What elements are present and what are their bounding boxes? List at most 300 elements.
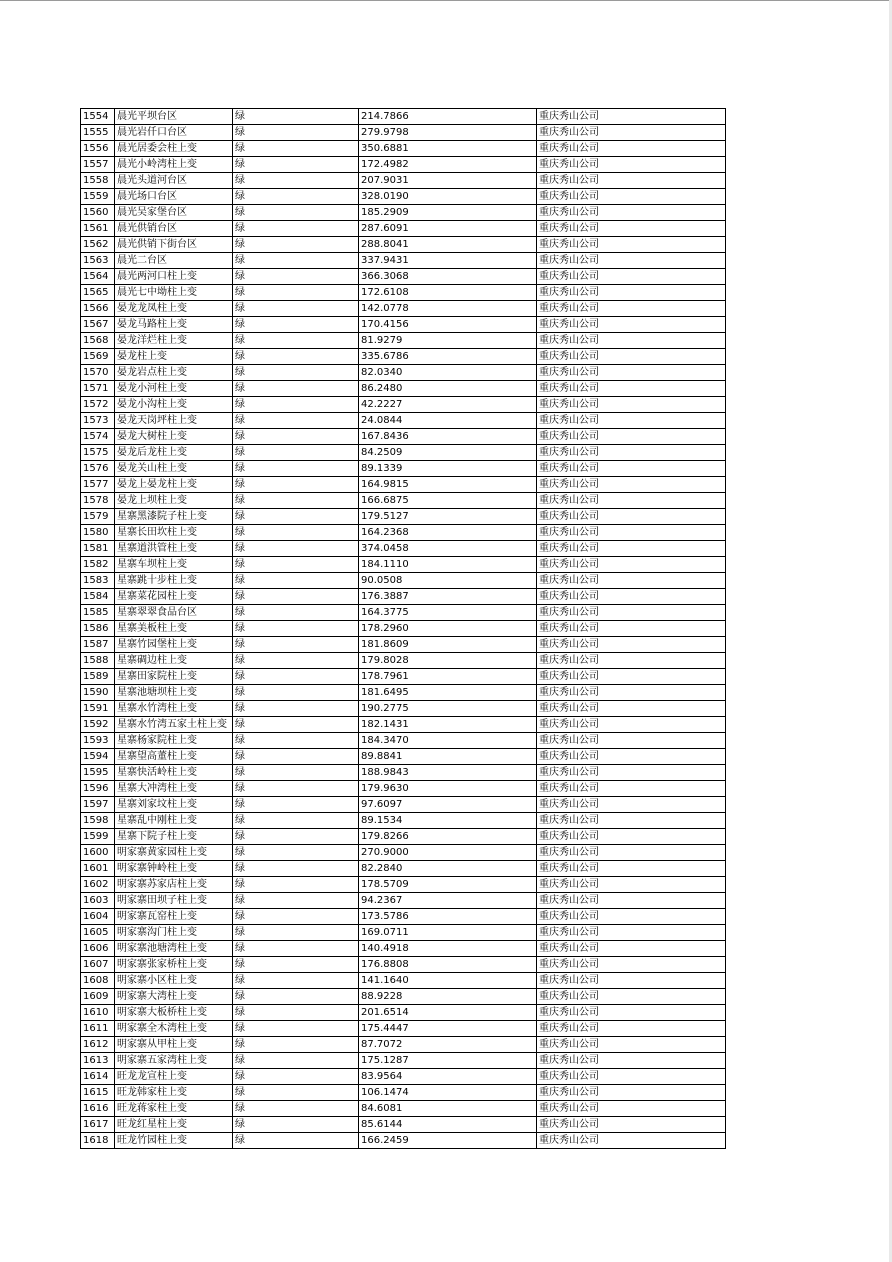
company-cell: 重庆秀山公司 — [537, 317, 726, 333]
value-cell: 106.1474 — [359, 1085, 537, 1101]
table-row — [81, 957, 726, 973]
value-cell: 287.6091 — [359, 221, 537, 237]
table-row — [81, 749, 726, 765]
station-name-cell: 明家寨五家湾柱上变 — [115, 1053, 233, 1069]
company-cell: 重庆秀山公司 — [537, 173, 726, 189]
table-row — [81, 413, 726, 429]
table-row — [81, 701, 726, 717]
value-cell: 279.9798 — [359, 125, 537, 141]
value-cell: 81.9279 — [359, 333, 537, 349]
color-cell: 绿 — [233, 1085, 359, 1101]
table-row — [81, 1021, 726, 1037]
company-cell: 重庆秀山公司 — [537, 525, 726, 541]
value-cell: 166.6875 — [359, 493, 537, 509]
table-row — [81, 397, 726, 413]
table-row — [81, 685, 726, 701]
row-index-cell: 1574 — [81, 429, 115, 445]
color-cell: 绿 — [233, 349, 359, 365]
color-cell: 绿 — [233, 781, 359, 797]
station-name-cell: 星寨碉边柱上变 — [115, 653, 233, 669]
station-name-cell: 星寨水竹湾柱上变 — [115, 701, 233, 717]
company-cell: 重庆秀山公司 — [537, 253, 726, 269]
color-cell: 绿 — [233, 893, 359, 909]
company-cell: 重庆秀山公司 — [537, 349, 726, 365]
table-row — [81, 717, 726, 733]
company-cell: 重庆秀山公司 — [537, 685, 726, 701]
value-cell: 182.1431 — [359, 717, 537, 733]
station-name-cell: 旺龙韩家柱上变 — [115, 1085, 233, 1101]
station-name-cell: 晨光供销下街台区 — [115, 237, 233, 253]
table-row — [81, 1037, 726, 1053]
value-cell: 366.3068 — [359, 269, 537, 285]
value-cell: 178.7961 — [359, 669, 537, 685]
table-row — [81, 1069, 726, 1085]
company-cell: 重庆秀山公司 — [537, 1101, 726, 1117]
row-index-cell: 1580 — [81, 525, 115, 541]
value-cell: 84.6081 — [359, 1101, 537, 1117]
table-row — [81, 429, 726, 445]
station-name-cell: 星寨跳十步柱上变 — [115, 573, 233, 589]
station-name-cell: 旺龙红星柱上变 — [115, 1117, 233, 1133]
company-cell: 重庆秀山公司 — [537, 941, 726, 957]
table-row — [81, 589, 726, 605]
company-cell: 重庆秀山公司 — [537, 669, 726, 685]
row-index-cell: 1565 — [81, 285, 115, 301]
table-row — [81, 877, 726, 893]
station-name-cell: 明家寨田坝子柱上变 — [115, 893, 233, 909]
row-index-cell: 1597 — [81, 797, 115, 813]
color-cell: 绿 — [233, 877, 359, 893]
value-cell: 85.6144 — [359, 1117, 537, 1133]
company-cell: 重庆秀山公司 — [537, 477, 726, 493]
table-row — [81, 941, 726, 957]
table-row — [81, 973, 726, 989]
row-index-cell: 1609 — [81, 989, 115, 1005]
row-index-cell: 1605 — [81, 925, 115, 941]
color-cell: 绿 — [233, 749, 359, 765]
table-row — [81, 525, 726, 541]
value-cell: 184.3470 — [359, 733, 537, 749]
table-row — [81, 109, 726, 125]
station-name-cell: 明家寨从甲柱上变 — [115, 1037, 233, 1053]
value-cell: 350.6881 — [359, 141, 537, 157]
company-cell: 重庆秀山公司 — [537, 1133, 726, 1149]
color-cell: 绿 — [233, 845, 359, 861]
value-cell: 201.6514 — [359, 1005, 537, 1021]
row-index-cell: 1590 — [81, 685, 115, 701]
company-cell: 重庆秀山公司 — [537, 397, 726, 413]
station-name-cell: 明家寨池塘湾柱上变 — [115, 941, 233, 957]
color-cell: 绿 — [233, 141, 359, 157]
row-index-cell: 1559 — [81, 189, 115, 205]
company-cell: 重庆秀山公司 — [537, 829, 726, 845]
table-row — [81, 813, 726, 829]
color-cell: 绿 — [233, 429, 359, 445]
company-cell: 重庆秀山公司 — [537, 461, 726, 477]
color-cell: 绿 — [233, 253, 359, 269]
value-cell: 181.6495 — [359, 685, 537, 701]
color-cell: 绿 — [233, 317, 359, 333]
color-cell: 绿 — [233, 333, 359, 349]
station-name-cell: 晏龙上晏龙柱上变 — [115, 477, 233, 493]
table-row — [81, 989, 726, 1005]
table-row — [81, 125, 726, 141]
table-row — [81, 269, 726, 285]
table-row — [81, 173, 726, 189]
station-name-cell: 晏龙柱上变 — [115, 349, 233, 365]
color-cell: 绿 — [233, 221, 359, 237]
value-cell: 179.8266 — [359, 829, 537, 845]
station-name-cell: 星寨道洪管柱上变 — [115, 541, 233, 557]
color-cell: 绿 — [233, 365, 359, 381]
company-cell: 重庆秀山公司 — [537, 989, 726, 1005]
row-index-cell: 1589 — [81, 669, 115, 685]
row-index-cell: 1573 — [81, 413, 115, 429]
company-cell: 重庆秀山公司 — [537, 493, 726, 509]
table-row — [81, 781, 726, 797]
row-index-cell: 1603 — [81, 893, 115, 909]
row-index-cell: 1592 — [81, 717, 115, 733]
station-name-cell: 星寨池塘坝柱上变 — [115, 685, 233, 701]
row-index-cell: 1613 — [81, 1053, 115, 1069]
color-cell: 绿 — [233, 733, 359, 749]
company-cell: 重庆秀山公司 — [537, 333, 726, 349]
company-cell: 重庆秀山公司 — [537, 653, 726, 669]
color-cell: 绿 — [233, 957, 359, 973]
station-name-cell: 星寨水竹湾五家土柱上变 — [115, 717, 233, 733]
value-cell: 88.9228 — [359, 989, 537, 1005]
value-cell: 89.8841 — [359, 749, 537, 765]
row-index-cell: 1602 — [81, 877, 115, 893]
table-row — [81, 205, 726, 221]
value-cell: 83.9564 — [359, 1069, 537, 1085]
station-name-cell: 晏龙大树柱上变 — [115, 429, 233, 445]
value-cell: 288.8041 — [359, 237, 537, 253]
value-cell: 184.1110 — [359, 557, 537, 573]
company-cell: 重庆秀山公司 — [537, 109, 726, 125]
color-cell: 绿 — [233, 1101, 359, 1117]
company-cell: 重庆秀山公司 — [537, 749, 726, 765]
station-name-cell: 星寨乱中刚柱上变 — [115, 813, 233, 829]
value-cell: 97.6097 — [359, 797, 537, 813]
company-cell: 重庆秀山公司 — [537, 733, 726, 749]
value-cell: 42.2227 — [359, 397, 537, 413]
row-index-cell: 1555 — [81, 125, 115, 141]
row-index-cell: 1578 — [81, 493, 115, 509]
table-row — [81, 1133, 726, 1149]
row-index-cell: 1575 — [81, 445, 115, 461]
value-cell: 164.9815 — [359, 477, 537, 493]
table-row — [81, 861, 726, 877]
color-cell: 绿 — [233, 397, 359, 413]
color-cell: 绿 — [233, 1069, 359, 1085]
table-row — [81, 1085, 726, 1101]
company-cell: 重庆秀山公司 — [537, 381, 726, 397]
table-row — [81, 637, 726, 653]
color-cell: 绿 — [233, 477, 359, 493]
row-index-cell: 1562 — [81, 237, 115, 253]
company-cell: 重庆秀山公司 — [537, 269, 726, 285]
table-row — [81, 909, 726, 925]
station-name-cell: 旺龙竹园柱上变 — [115, 1133, 233, 1149]
color-cell: 绿 — [233, 941, 359, 957]
table-row — [81, 141, 726, 157]
row-index-cell: 1608 — [81, 973, 115, 989]
station-name-cell: 星寨大冲湾柱上变 — [115, 781, 233, 797]
table-row — [81, 621, 726, 637]
company-cell: 重庆秀山公司 — [537, 717, 726, 733]
color-cell: 绿 — [233, 557, 359, 573]
row-index-cell: 1579 — [81, 509, 115, 525]
company-cell: 重庆秀山公司 — [537, 973, 726, 989]
company-cell: 重庆秀山公司 — [537, 573, 726, 589]
row-index-cell: 1554 — [81, 109, 115, 125]
value-cell: 207.9031 — [359, 173, 537, 189]
table-row — [81, 797, 726, 813]
table-row — [81, 381, 726, 397]
company-cell: 重庆秀山公司 — [537, 701, 726, 717]
value-cell: 173.5786 — [359, 909, 537, 925]
company-cell: 重庆秀山公司 — [537, 365, 726, 381]
row-index-cell: 1556 — [81, 141, 115, 157]
row-index-cell: 1595 — [81, 765, 115, 781]
color-cell: 绿 — [233, 157, 359, 173]
company-cell: 重庆秀山公司 — [537, 813, 726, 829]
company-cell: 重庆秀山公司 — [537, 1037, 726, 1053]
station-name-cell: 明家寨钟岭柱上变 — [115, 861, 233, 877]
color-cell: 绿 — [233, 925, 359, 941]
station-name-cell: 晨光场口台区 — [115, 189, 233, 205]
company-cell: 重庆秀山公司 — [537, 797, 726, 813]
station-name-cell: 星寨车坝柱上变 — [115, 557, 233, 573]
company-cell: 重庆秀山公司 — [537, 445, 726, 461]
color-cell: 绿 — [233, 765, 359, 781]
company-cell: 重庆秀山公司 — [537, 1117, 726, 1133]
row-index-cell: 1564 — [81, 269, 115, 285]
company-cell: 重庆秀山公司 — [537, 189, 726, 205]
row-index-cell: 1604 — [81, 909, 115, 925]
value-cell: 89.1339 — [359, 461, 537, 477]
color-cell: 绿 — [233, 413, 359, 429]
table-row — [81, 157, 726, 173]
color-cell: 绿 — [233, 509, 359, 525]
table-row — [81, 285, 726, 301]
table-row — [81, 493, 726, 509]
row-index-cell: 1615 — [81, 1085, 115, 1101]
table-row — [81, 349, 726, 365]
row-index-cell: 1598 — [81, 813, 115, 829]
value-cell: 335.6786 — [359, 349, 537, 365]
station-name-cell: 晨光吴家堡台区 — [115, 205, 233, 221]
company-cell: 重庆秀山公司 — [537, 909, 726, 925]
row-index-cell: 1617 — [81, 1117, 115, 1133]
station-name-cell: 星寨美板柱上变 — [115, 621, 233, 637]
station-name-cell: 晏龙天岗坪柱上变 — [115, 413, 233, 429]
color-cell: 绿 — [233, 189, 359, 205]
company-cell: 重庆秀山公司 — [537, 1085, 726, 1101]
table-row — [81, 509, 726, 525]
value-cell: 94.2367 — [359, 893, 537, 909]
color-cell: 绿 — [233, 445, 359, 461]
data-table — [80, 108, 726, 1149]
station-name-cell: 晨光头道河台区 — [115, 173, 233, 189]
company-cell: 重庆秀山公司 — [537, 157, 726, 173]
value-cell: 190.2775 — [359, 701, 537, 717]
station-name-cell: 明家寨苏家店柱上变 — [115, 877, 233, 893]
value-cell: 82.0340 — [359, 365, 537, 381]
row-index-cell: 1601 — [81, 861, 115, 877]
value-cell: 214.7866 — [359, 109, 537, 125]
value-cell: 175.1287 — [359, 1053, 537, 1069]
value-cell: 167.8436 — [359, 429, 537, 445]
color-cell: 绿 — [233, 173, 359, 189]
value-cell: 328.0190 — [359, 189, 537, 205]
row-index-cell: 1607 — [81, 957, 115, 973]
color-cell: 绿 — [233, 973, 359, 989]
row-index-cell: 1618 — [81, 1133, 115, 1149]
value-cell: 89.1534 — [359, 813, 537, 829]
table-row — [81, 477, 726, 493]
row-index-cell: 1569 — [81, 349, 115, 365]
table-row — [81, 445, 726, 461]
company-cell: 重庆秀山公司 — [537, 637, 726, 653]
station-name-cell: 旺龙龙宣柱上变 — [115, 1069, 233, 1085]
company-cell: 重庆秀山公司 — [537, 205, 726, 221]
station-name-cell: 晨光平坝台区 — [115, 109, 233, 125]
color-cell: 绿 — [233, 589, 359, 605]
table-row — [81, 845, 726, 861]
station-name-cell: 明家寨瓦窑柱上变 — [115, 909, 233, 925]
company-cell: 重庆秀山公司 — [537, 509, 726, 525]
company-cell: 重庆秀山公司 — [537, 621, 726, 637]
station-name-cell: 星寨翠翠食品台区 — [115, 605, 233, 621]
station-name-cell: 晨光岩仟口台区 — [115, 125, 233, 141]
company-cell: 重庆秀山公司 — [537, 1053, 726, 1069]
value-cell: 179.8028 — [359, 653, 537, 669]
color-cell: 绿 — [233, 701, 359, 717]
value-cell: 86.2480 — [359, 381, 537, 397]
table-row — [81, 1005, 726, 1021]
station-name-cell: 晏龙岩点柱上变 — [115, 365, 233, 381]
value-cell: 172.4982 — [359, 157, 537, 173]
row-index-cell: 1610 — [81, 1005, 115, 1021]
station-name-cell: 星寨竹园堡柱上变 — [115, 637, 233, 653]
table-row — [81, 925, 726, 941]
company-cell: 重庆秀山公司 — [537, 1005, 726, 1021]
row-index-cell: 1588 — [81, 653, 115, 669]
station-name-cell: 晏龙洋烂柱上变 — [115, 333, 233, 349]
row-index-cell: 1585 — [81, 605, 115, 621]
value-cell: 178.2960 — [359, 621, 537, 637]
value-cell: 87.7072 — [359, 1037, 537, 1053]
station-name-cell: 星寨菜花园柱上变 — [115, 589, 233, 605]
row-index-cell: 1567 — [81, 317, 115, 333]
row-index-cell: 1561 — [81, 221, 115, 237]
table-row — [81, 333, 726, 349]
color-cell: 绿 — [233, 541, 359, 557]
row-index-cell: 1584 — [81, 589, 115, 605]
station-name-cell: 晏龙马路柱上变 — [115, 317, 233, 333]
station-name-cell: 明家寨黄家园柱上变 — [115, 845, 233, 861]
company-cell: 重庆秀山公司 — [537, 125, 726, 141]
color-cell: 绿 — [233, 301, 359, 317]
row-index-cell: 1557 — [81, 157, 115, 173]
company-cell: 重庆秀山公司 — [537, 589, 726, 605]
station-name-cell: 晨光小岭湾柱上变 — [115, 157, 233, 173]
table-row — [81, 829, 726, 845]
station-name-cell: 星寨长田坎柱上变 — [115, 525, 233, 541]
table-row — [81, 669, 726, 685]
table-row — [81, 237, 726, 253]
color-cell: 绿 — [233, 1021, 359, 1037]
row-index-cell: 1582 — [81, 557, 115, 573]
row-index-cell: 1599 — [81, 829, 115, 845]
color-cell: 绿 — [233, 1005, 359, 1021]
color-cell: 绿 — [233, 109, 359, 125]
station-name-cell: 晏龙后龙柱上变 — [115, 445, 233, 461]
value-cell: 172.6108 — [359, 285, 537, 301]
company-cell: 重庆秀山公司 — [537, 1069, 726, 1085]
company-cell: 重庆秀山公司 — [537, 301, 726, 317]
color-cell: 绿 — [233, 637, 359, 653]
table-row — [81, 253, 726, 269]
row-index-cell: 1571 — [81, 381, 115, 397]
value-cell: 179.9630 — [359, 781, 537, 797]
row-index-cell: 1596 — [81, 781, 115, 797]
color-cell: 绿 — [233, 573, 359, 589]
table-row — [81, 189, 726, 205]
value-cell: 170.4156 — [359, 317, 537, 333]
table-row — [81, 557, 726, 573]
company-cell: 重庆秀山公司 — [537, 957, 726, 973]
color-cell: 绿 — [233, 829, 359, 845]
row-index-cell: 1606 — [81, 941, 115, 957]
value-cell: 166.2459 — [359, 1133, 537, 1149]
company-cell: 重庆秀山公司 — [537, 861, 726, 877]
color-cell: 绿 — [233, 861, 359, 877]
company-cell: 重庆秀山公司 — [537, 141, 726, 157]
row-index-cell: 1576 — [81, 461, 115, 477]
value-cell: 188.9843 — [359, 765, 537, 781]
color-cell: 绿 — [233, 813, 359, 829]
row-index-cell: 1568 — [81, 333, 115, 349]
color-cell: 绿 — [233, 381, 359, 397]
company-cell: 重庆秀山公司 — [537, 413, 726, 429]
station-name-cell: 晨光供销台区 — [115, 221, 233, 237]
value-cell: 176.8808 — [359, 957, 537, 973]
color-cell: 绿 — [233, 269, 359, 285]
row-index-cell: 1587 — [81, 637, 115, 653]
value-cell: 142.0778 — [359, 301, 537, 317]
station-name-cell: 晏龙上坝柱上变 — [115, 493, 233, 509]
value-cell: 185.2909 — [359, 205, 537, 221]
row-index-cell: 1572 — [81, 397, 115, 413]
row-index-cell: 1566 — [81, 301, 115, 317]
table-row — [81, 1101, 726, 1117]
color-cell: 绿 — [233, 1037, 359, 1053]
value-cell: 374.0458 — [359, 541, 537, 557]
color-cell: 绿 — [233, 653, 359, 669]
station-name-cell: 晏龙小沟柱上变 — [115, 397, 233, 413]
color-cell: 绿 — [233, 909, 359, 925]
row-index-cell: 1586 — [81, 621, 115, 637]
station-name-cell: 晨光七中坳柱上变 — [115, 285, 233, 301]
station-name-cell: 晏龙关山柱上变 — [115, 461, 233, 477]
station-name-cell: 晏龙小河柱上变 — [115, 381, 233, 397]
value-cell: 179.5127 — [359, 509, 537, 525]
color-cell: 绿 — [233, 237, 359, 253]
table-row — [81, 541, 726, 557]
